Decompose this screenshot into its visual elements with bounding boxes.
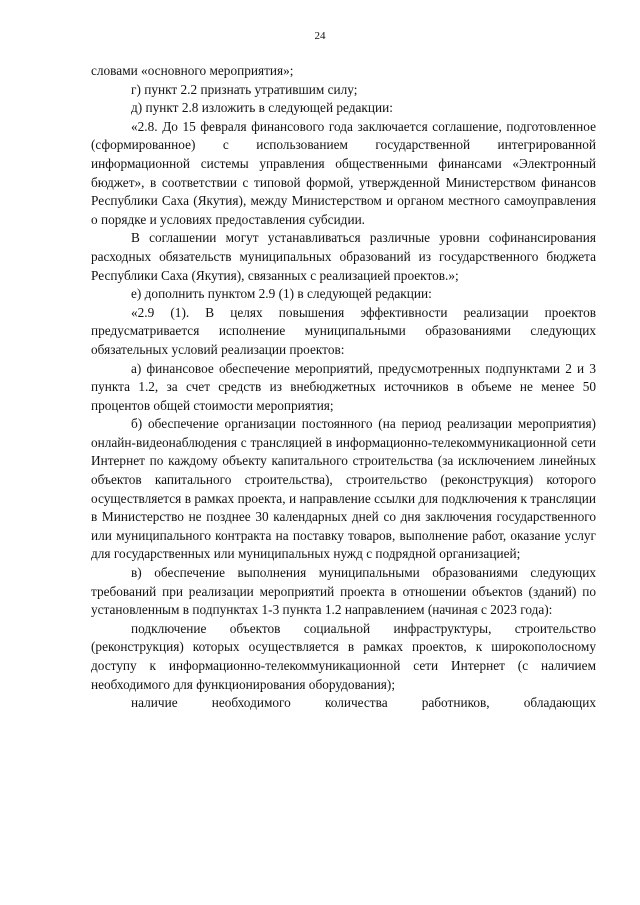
page-number: 24 xyxy=(314,30,326,42)
paragraph-clause-2-9-1: «2.9 (1). В целях повышения эффективности реализации проектов предусматривается исполнение муниципальными образованиями следующих обязательных условий реализации проектов: xyxy=(91,304,596,357)
paragraph-item-e: е) дополнить пунктом 2.9 (1) в следующей редакции: xyxy=(131,286,432,302)
paragraph-clause-2-8: «2.8. До 15 февраля финансового года заключается соглашение, подготовленное (сформированное) с использованием государственной интегрированной информационной системы управления общественными финансами «Электронный бюджет», в соответствии с типовой формой, утвержденной Министерством финансов Республики Саха (Якутия), между Министерством и органом местного самоуправления о порядке и условиях предоставления субсидии. xyxy=(91,118,596,227)
paragraph-item-d: д) пункт 2.8 изложить в следующей редакции: xyxy=(131,100,393,116)
paragraph-condition-a: а) финансовое обеспечение мероприятий, предусмотренных подпунктами 2 и 3 пункта 1.2, за счет средств из внебюджетных источников в объеме не менее 50 процентов общей стоимости мероприятия; xyxy=(91,360,596,413)
paragraph-continuation: словами «основного мероприятия»; xyxy=(91,63,294,78)
paragraph-condition-v: в) обеспечение выполнения муниципальными образованиями следующих требований при реализации мероприятий проекта в отношении объектов (зданий) по установленным в подпунктах 1-3 пункта 1.2 направлением (начиная с 2023 года): xyxy=(91,565,596,618)
paragraph-cofinancing: В соглашении могут устанавливаться различные уровни софинансирования расходных обязательств муниципальных образований из государственного бюджета Республики Саха (Якутия), связанных с реализацией проектов.»; xyxy=(91,230,596,283)
document-body xyxy=(91,62,596,713)
paragraph-requirement-staff: наличие необходимого количества работников, обладающих xyxy=(131,695,596,711)
paragraph-condition-b: б) обеспечение организации постоянного (на период реализации мероприятия) онлайн-видеонаблюдения с трансляцией в информационно-телекоммуникационной сети Интернет по каждому объекту капитального строительства (за исключением линейных объектов капитального строительства), строительство (реконструкция) которого осуществляется в рамках проекта, и направление ссылки для подключения к трансляции в Министерство не позднее 30 календарных дней со дня заключения государственного или муниципального контракта на поставку товаров, выполнение работ, оказание услуг для государственных или муниципальных нужд с подрядной организацией; xyxy=(91,416,596,562)
paragraph-item-g: г) пункт 2.2 признать утратившим силу; xyxy=(131,81,358,97)
paragraph-requirement-connection: подключение объектов социальной инфраструктуры, строительство (реконструкция) которых осуществляется в рамках проектов, к широкополосному доступу к информационно-телекоммуникационной сети Интернет (с наличием необходимого для функционирования оборудования); xyxy=(91,620,596,692)
